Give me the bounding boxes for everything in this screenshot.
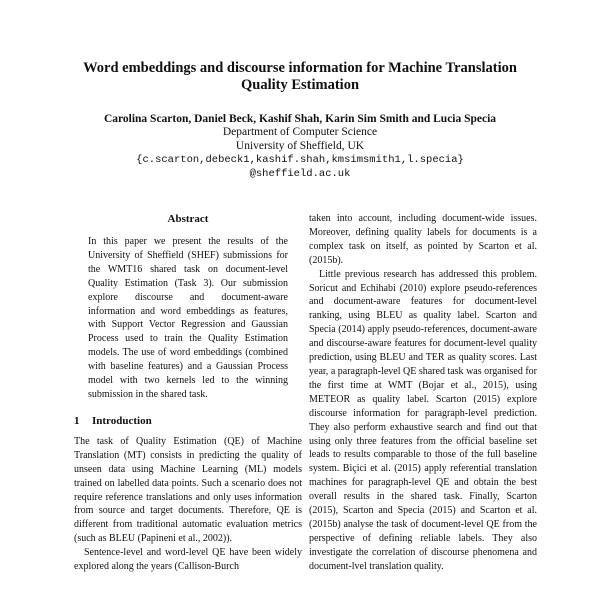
- affiliation-block: [40, 125, 560, 181]
- section-heading-introduction: [74, 414, 302, 428]
- intro-paragraph-1: The task of Quality Estimation (QE) of Machine Translation (MT) consists in predicting the quality of unseen data using Machine Learning (ML) models trained on labelled data points. Such a scenario does not require reference translations and only uses information from source and target documents. Therefore, QE is different from traditional automatic evaluation metrics (such as BLEU (Papineni et al., 2002)).: [74, 435, 302, 545]
- title-line-2: Quality Estimation: [240, 77, 360, 93]
- left-column: [74, 212, 302, 574]
- emails-line-2: @sheffield.ac.uk: [249, 168, 351, 180]
- section-number: 1: [74, 414, 80, 427]
- title-line-1: Word embeddings and discourse information for Machine Translation: [83, 60, 517, 76]
- right-paragraph-2: Little previous research has addressed this problem. Soricut and Echihabi (2010) explore pseudo-references and document-aware features for document-level ranking, using BLEU as quality label. Scarton and Specia (2014) apply pseudo-references, document-aware and discourse-aware features for document-level quality prediction, using BLEU and TER as quality scores. Last year, a paragraph-level QE shared task was organised for the first time at WMT (Bojar et al., 2015), using METEOR as quality label. Scarton (2015) explore discourse information for paragraph-level prediction. They also perform exhaustive search and find out that using only three features from the official baseline set leads to results comparable to those of the full baseline system. Biçici et al. (2015) apply referential translation machines for paragraph-level QE and obtain the best overall results in the shared task. Finally, Scarton (2015), Scarton and Specia (2015) and Scarton et al. (2015b) analyse the task of document-level QE from the perspective of defining reliable labels. They also investigate the correlation of discourse phenomena and document-lvel translation quality.: [309, 268, 537, 572]
- university: University of Sheffield, UK: [235, 140, 365, 152]
- department: Department of Computer Science: [222, 126, 378, 138]
- section-title: Introduction: [92, 414, 152, 427]
- abstract-heading: Abstract: [167, 213, 209, 225]
- paper-title: [60, 60, 540, 94]
- right-column: [309, 212, 537, 574]
- author-list: Carolina Scarton, Daniel Beck, Kashif Shah, Karin Sim Smith and Lucia Specia: [103, 113, 497, 125]
- abstract-text: In this paper we present the results of the University of Sheffield (SHEF) submissions for the WMT16 shared task on document-level Quality Estimation (Task 3). Our submission explore discourse and document-aware information and word embeddings as features, with Support Vector Regression and Gaussian Process used to train the Quality Estimation models. The use of word embeddings (combined with baseline features) and a Gaussian Process model with two kernels led to the winning submission in the shared task.: [88, 236, 288, 400]
- emails-line-1: {c.scarton,debeck1,kashif.shah,kmsimsmith1,l.specia}: [136, 154, 464, 166]
- abstract-body: [74, 235, 302, 402]
- intro-paragraph-2: Sentence-level and word-level QE have been widely explored along the years (Callison-Burch: [74, 547, 302, 573]
- right-paragraph-1: taken into account, including document-wide issues. Moreover, defining quality labels for documents is a complex task on itself, as pointed by Scarton et al. (2015b).: [309, 213, 537, 266]
